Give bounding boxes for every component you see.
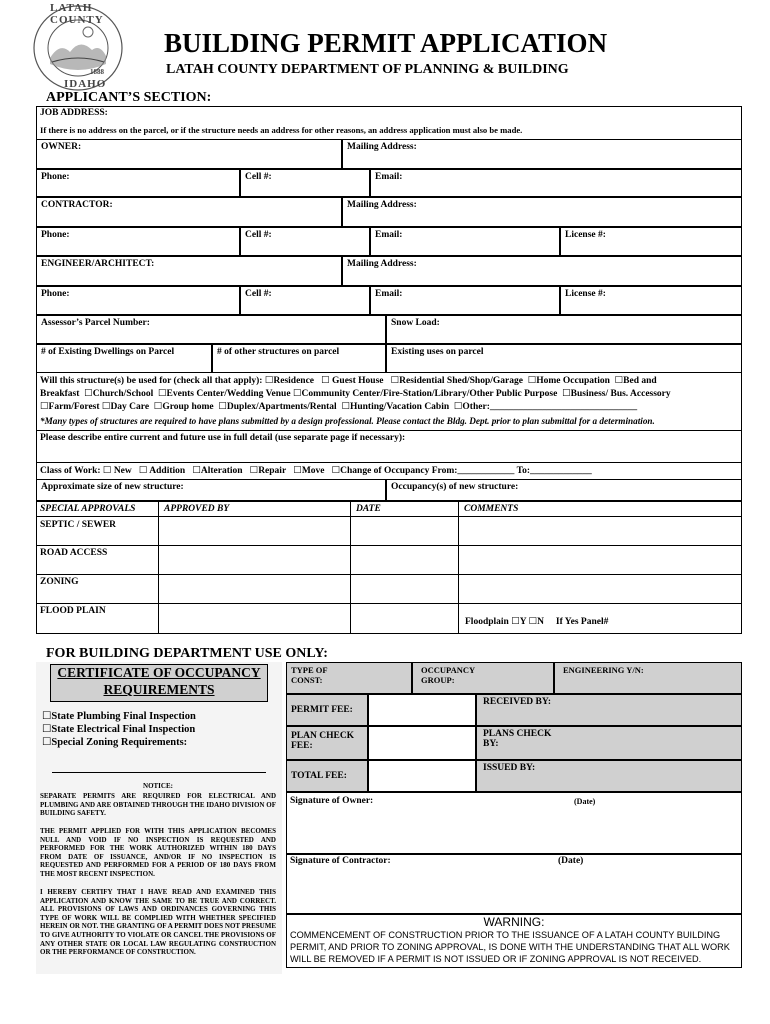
- job-address-note: If there is no address on the parcel, or if the structure needs an address for other reasons, an address application must also be made.: [40, 125, 523, 135]
- cert-item-plumbing: ☐ State Plumbing Final Inspection: [42, 710, 196, 722]
- notice-title: NOTICE:: [143, 782, 173, 790]
- cert-zoning-checkbox[interactable]: [42, 737, 51, 748]
- warning-text: COMMENCEMENT OF CONSTRUCTION PRIOR TO THE ISSUANCE OF A LATAH COUNTY BUILDING PERMIT, AND PRIOR TO ZONING APPROVAL, IS DONE WITH THE UNDERSTANDING THAT ALL WORK WILL BE REMOVED IF A PERMIT IS NOT ISSUED OR IF ZONING APPROVAL IS NOT RECEIVED.: [290, 930, 730, 964]
- owner-phone-field[interactable]: Phone:: [36, 169, 240, 197]
- other-structures-field[interactable]: # of other structures on parcel: [212, 344, 386, 373]
- county-seal: [30, 2, 126, 94]
- use-business-checkbox[interactable]: [562, 389, 571, 399]
- approvals-header-comments: COMMENTS: [464, 504, 519, 514]
- job-address-label: JOB ADDRESS:: [40, 108, 108, 118]
- owner-signature-label: Signature of Owner:: [290, 796, 374, 806]
- seal-year: 1888: [90, 68, 104, 76]
- work-new-checkbox[interactable]: [103, 466, 112, 476]
- use-farm-forest-checkbox[interactable]: [40, 402, 49, 412]
- notice-void: THE PERMIT APPLIED FOR WITH THIS APPLICATION BECOMES NULL AND VOID IF NO INSPECTION IS REQUESTED AND PERFORMED FOR THE WORK AUTHORIZED WITHIN 180 DAYS FROM DATE OF ISSUANCE, AND/OR IF NO INSPECTION IS REQUESTED AND PERFORMED FOR A PERIOD OF 180 DAYS FROM THE MOST RECENT INSPECTION.: [40, 827, 276, 878]
- approvals-header-special: SPECIAL APPROVALS: [40, 504, 136, 514]
- use-church-school-checkbox[interactable]: [84, 389, 93, 399]
- permit-fee-field[interactable]: PERMIT FEE:: [286, 694, 368, 726]
- received-by-field[interactable]: RECEIVED BY:: [476, 694, 742, 726]
- seal-text-top: LATAH COUNTY: [50, 2, 104, 26]
- use-line-1: Will this structure(s) be used for (check all that apply): ☐ Residence ☐ Guest House ☐ Residential Shed/Shop/Garage ☐ Home Occupation ☐ Bed and: [40, 375, 657, 386]
- page-title: BUILDING PERMIT APPLICATION: [164, 28, 608, 58]
- dept-section-title: FOR BUILDING DEPARTMENT USE ONLY:: [46, 646, 328, 661]
- existing-dwellings-field[interactable]: # of Existing Dwellings on Parcel: [36, 344, 212, 373]
- cert-item-electrical: ☐ State Electrical Final Inspection: [42, 723, 195, 735]
- existing-uses-field[interactable]: Existing uses on parcel: [386, 344, 742, 373]
- issued-by-field[interactable]: ISSUED BY:: [476, 760, 742, 792]
- contractor-email-field[interactable]: Email:: [370, 227, 560, 256]
- engineer-license-field[interactable]: License #:: [560, 286, 742, 315]
- approx-size-field[interactable]: Approximate size of new structure:: [36, 479, 386, 501]
- contractor-signature-date: (Date): [558, 856, 584, 866]
- notice-certify: I HEREBY CERTIFY THAT I HAVE READ AND EXAMINED THIS APPLICATION AND KNOW THE SAME TO BE TRUE AND CORRECT. ALL PROVISIONS OF LAWS AND ORDINANCES GOVERNING THIS TYPE OF WORK WILL BE COMPLIED WITH WHETHER SPECIFIED HEREIN OR NOT. THE GRANTING OF A PERMIT DOES NOT PRESUME TO GIVE AUTHORITY TO VIOLATE OR CANCEL THE PROVISIONS OF ANY OTHER STATE OR LOCAL LAW REGULATING CONSTRUCTION OR THE PERFORMANCE OF CONSTRUCTION.: [40, 888, 276, 957]
- plan-check-fee-field[interactable]: PLAN CHECK FEE:: [286, 726, 368, 760]
- work-addition-checkbox[interactable]: [139, 466, 148, 476]
- use-hunting-cabin-checkbox[interactable]: [341, 402, 350, 412]
- owner-email-field[interactable]: Email:: [370, 169, 742, 197]
- engineer-mailing-field[interactable]: Mailing Address:: [342, 256, 742, 286]
- work-repair-checkbox[interactable]: [250, 466, 259, 476]
- contractor-license-field[interactable]: License #:: [560, 227, 742, 256]
- warning-title: WARNING:: [483, 915, 545, 929]
- floodplain-no-checkbox[interactable]: [529, 617, 538, 627]
- cert-electrical-checkbox[interactable]: [42, 724, 51, 735]
- approval-row-septic: SEPTIC / SEWER: [40, 520, 117, 530]
- work-alteration-checkbox[interactable]: [192, 466, 201, 476]
- engineering-field[interactable]: ENGINEERING Y/N:: [554, 662, 742, 694]
- contractor-phone-field[interactable]: Phone:: [36, 227, 240, 256]
- class-of-work-line: Class of Work: ☐ New ☐ Addition ☐ Alteration ☐ Repair ☐ Move ☐ Change of Occupancy From:____________ To:_____________: [40, 465, 592, 476]
- approval-row-floodplain: FLOOD PLAIN: [40, 606, 106, 616]
- page-subtitle: LATAH COUNTY DEPARTMENT OF PLANNING & BUILDING: [166, 62, 569, 77]
- approval-row-road: ROAD ACCESS: [40, 548, 108, 558]
- cert-title-line1: CERTIFICATE OF OCCUPANCY: [57, 665, 261, 680]
- cert-item-zoning: ☐ Special Zoning Requirements:: [42, 736, 187, 748]
- occupancy-group-field[interactable]: OCCUPANCY GROUP:: [412, 662, 554, 694]
- owner-field[interactable]: OWNER:: [36, 139, 342, 169]
- seal-text-bottom: IDAHO: [64, 78, 107, 90]
- approvals-header-date: DATE: [356, 504, 381, 514]
- use-duplex-checkbox[interactable]: [218, 402, 227, 412]
- cert-plumbing-checkbox[interactable]: [42, 711, 51, 722]
- applicant-section-title: APPLICANT’S SECTION:: [46, 90, 212, 105]
- plans-check-by-field[interactable]: PLANS CHECK BY:: [476, 726, 742, 760]
- total-fee-value[interactable]: [368, 760, 476, 792]
- contractor-mailing-field[interactable]: Mailing Address:: [342, 197, 742, 227]
- work-change-occupancy-checkbox[interactable]: [332, 466, 341, 476]
- permit-fee-value[interactable]: [368, 694, 476, 726]
- use-events-center-checkbox[interactable]: [158, 389, 167, 399]
- use-home-occupation-checkbox[interactable]: [528, 376, 537, 386]
- work-move-checkbox[interactable]: [293, 466, 302, 476]
- engineer-email-field[interactable]: Email:: [370, 286, 560, 315]
- owner-signature-date: (Date): [574, 797, 596, 806]
- panel-number-label: If Yes Panel#: [555, 617, 609, 627]
- use-line-2: Breakfast ☐ Church/School ☐ Events Center/Wedding Venue ☐ Community Center/Fire-Station/Library/Other Public Purpose ☐ Business/ Bus. Accessory: [40, 388, 671, 399]
- use-bed-breakfast-checkbox[interactable]: [615, 376, 624, 386]
- floodplain-yn: Floodplain ☐ Y ☐ N If Yes Panel#: [465, 616, 608, 627]
- approvals-header-approved-by: APPROVED BY: [164, 504, 230, 514]
- occupancy-new-field[interactable]: Occupancy(s) of new structure:: [386, 479, 742, 501]
- cert-title-line2: REQUIREMENTS: [103, 682, 215, 697]
- total-fee-field[interactable]: TOTAL FEE:: [286, 760, 368, 792]
- parcel-number-field[interactable]: Assessor’s Parcel Number:: [36, 315, 386, 344]
- engineer-field[interactable]: ENGINEER/ARCHITECT:: [36, 256, 342, 286]
- owner-mailing-field[interactable]: Mailing Address:: [342, 139, 742, 169]
- engineer-cell-field[interactable]: Cell #:: [240, 286, 370, 315]
- contractor-field[interactable]: CONTRACTOR:: [36, 197, 342, 227]
- owner-cell-field[interactable]: Cell #:: [240, 169, 370, 197]
- approval-row-zoning: ZONING: [40, 577, 79, 587]
- contractor-signature-label: Signature of Contractor:: [290, 856, 391, 866]
- snow-load-field[interactable]: Snow Load:: [386, 315, 742, 344]
- use-guest-house-checkbox[interactable]: [321, 376, 330, 386]
- engineer-phone-field[interactable]: Phone:: [36, 286, 240, 315]
- contractor-cell-field[interactable]: Cell #:: [240, 227, 370, 256]
- floodplain-yes-checkbox[interactable]: [511, 617, 520, 627]
- type-const-field[interactable]: TYPE OF CONST:: [286, 662, 412, 694]
- use-residential-shed-checkbox[interactable]: [391, 376, 400, 386]
- describe-use-label: Please describe entire current and future use in full detail (use separate page if necessary):: [40, 433, 406, 443]
- approvals-table: [36, 501, 742, 634]
- change-occupancy-to[interactable]: To:_____________: [516, 466, 592, 476]
- use-question: Will this structure(s) be used for (check all that apply):: [40, 376, 263, 386]
- use-line-3: ☐ Farm/Forest ☐ Day Care ☐ Group home ☐ Duplex/Apartments/Rental ☐ Hunting/Vacation Cabin ☐ Other:_______________________________: [40, 401, 637, 412]
- plan-check-fee-value[interactable]: [368, 726, 476, 760]
- notice-permits: SEPARATE PERMITS ARE REQUIRED FOR ELECTRICAL AND PLUMBING AND ARE OBTAINED THROUGH THE IDAHO DIVISION OF BUILDING SAFETY.: [40, 792, 276, 818]
- plans-note: *Many types of structures are required to have plans submitted by a design professional. Please contact the Bldg. Dept. prior to plan submittal for a determination.: [40, 416, 655, 426]
